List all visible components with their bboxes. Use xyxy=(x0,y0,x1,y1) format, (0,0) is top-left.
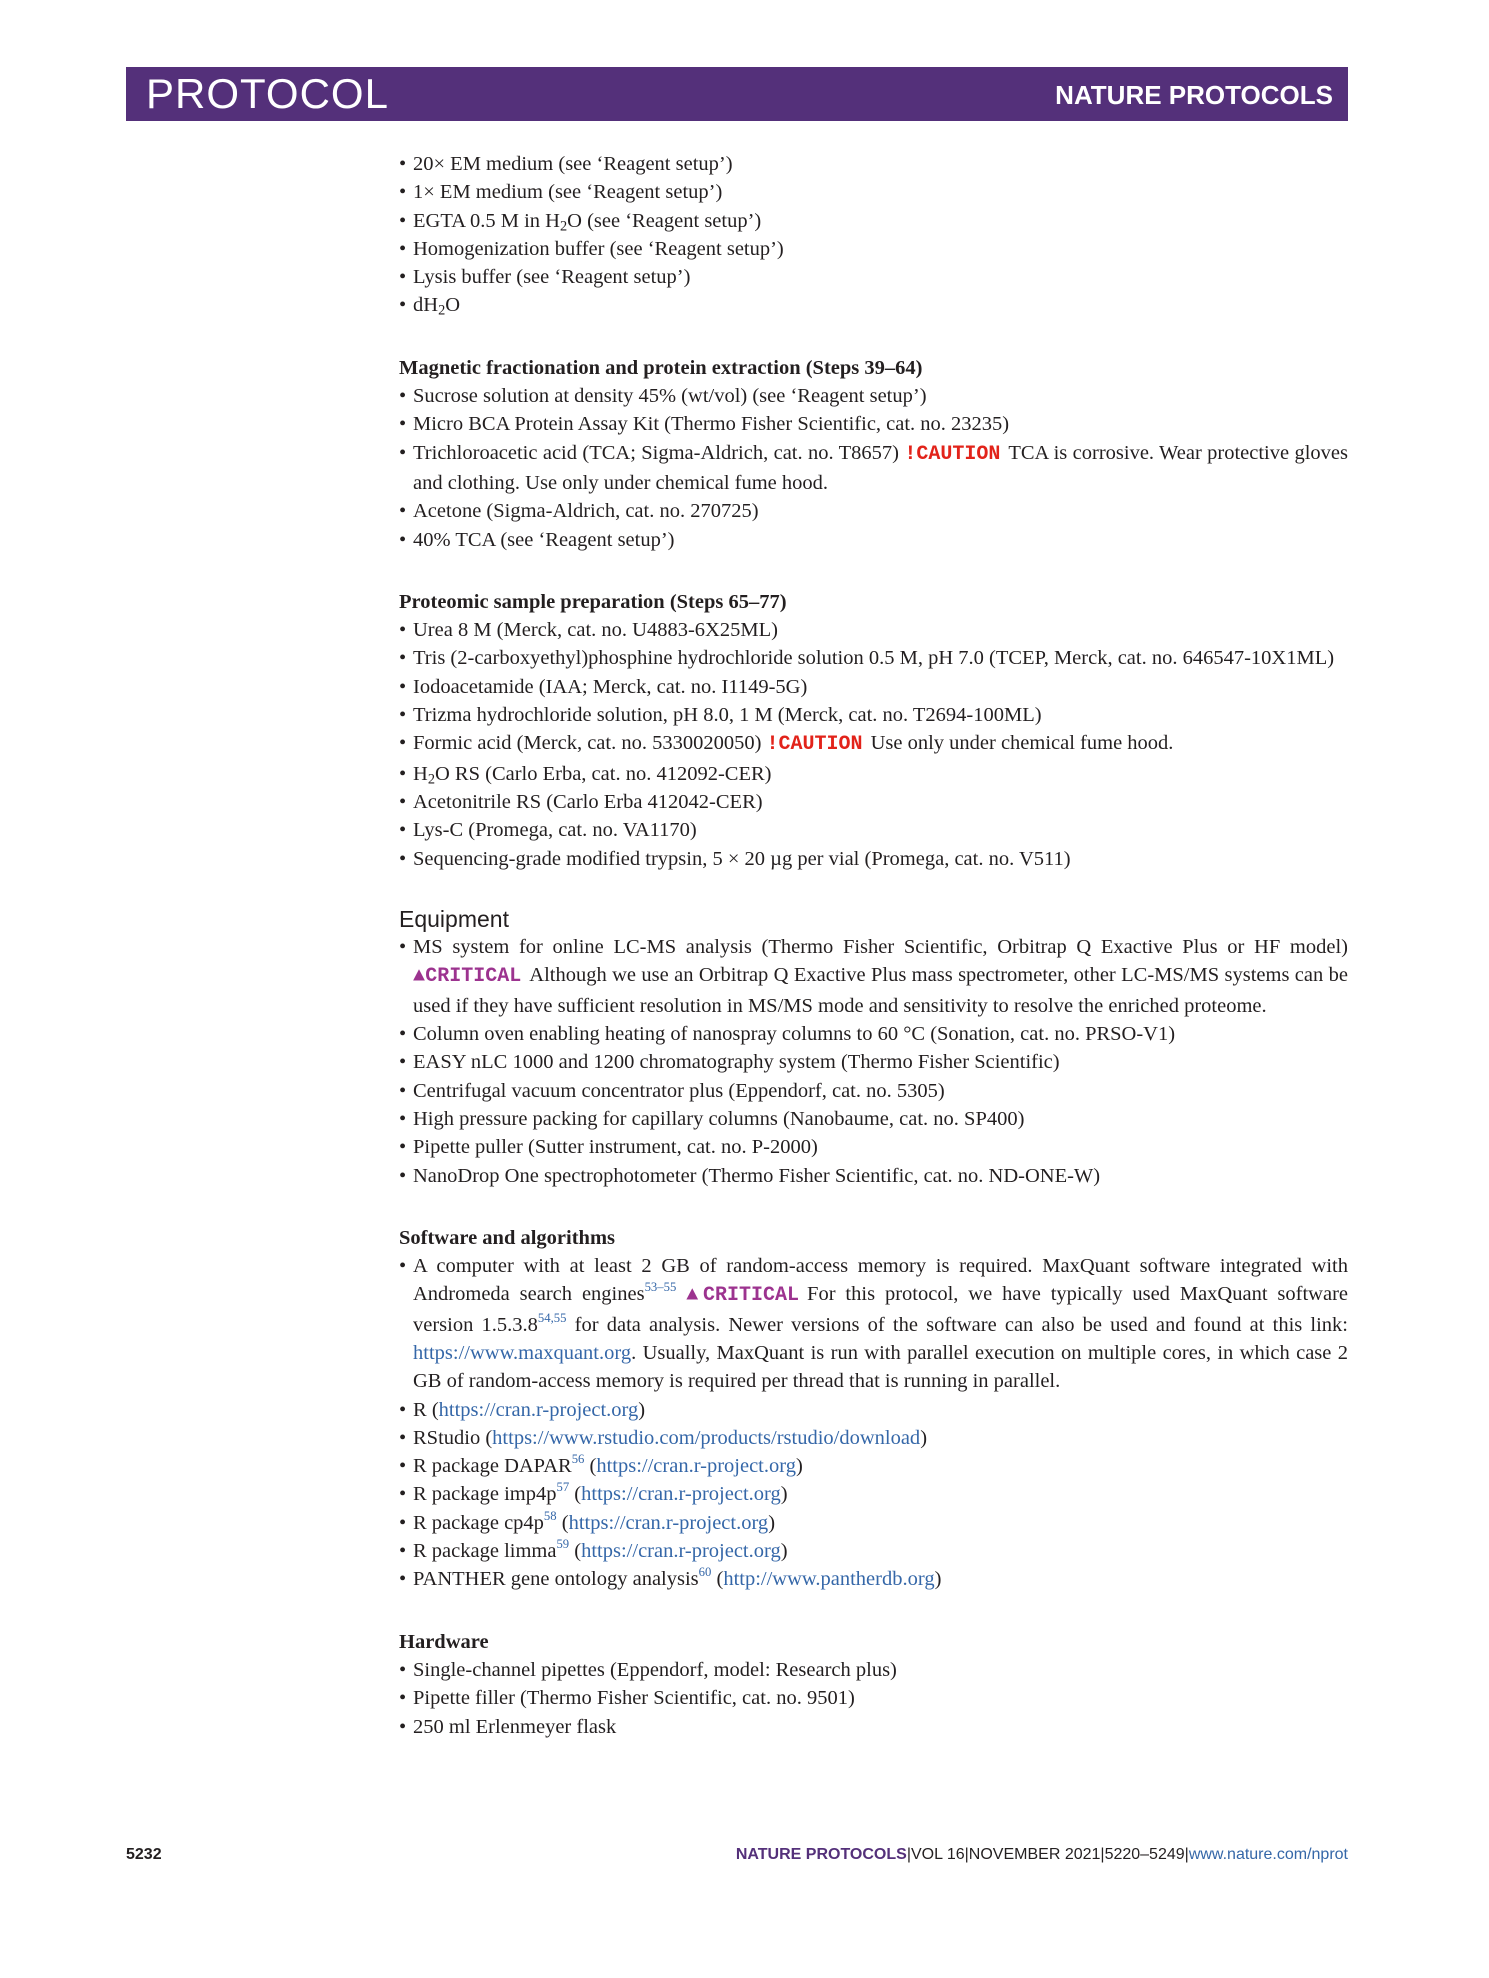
list-item: • 250 ml Erlenmeyer flask xyxy=(399,1713,1348,1741)
list-item: • RStudio (https://www.rstudio.com/products/rstudio/download) xyxy=(399,1424,1348,1452)
caution-label: !CAUTION xyxy=(904,442,1001,466)
section-heading-hardware: Hardware xyxy=(399,1630,489,1653)
caution-label: !CAUTION xyxy=(766,733,863,757)
list-item: • 40% TCA (see ‘Reagent setup’) xyxy=(399,526,1348,554)
list-item: • R package DAPAR$^{56}$ (https://cran.r-project.org) xyxy=(399,1452,1348,1480)
reference[interactable]: 54,55 xyxy=(537,1310,567,1325)
section-label: PROTOCOL xyxy=(146,70,389,117)
reference[interactable]: 60 xyxy=(698,1565,712,1580)
list-item: • Urea 8 M (Merck, cat. no. U4883-6X25ML) xyxy=(399,616,1348,644)
list-item: • Lysis buffer (see ‘Reagent setup’) xyxy=(399,263,1348,291)
journal-label: NATURE PROTOCOLS xyxy=(1055,80,1333,110)
section-heading-magnetic: Magnetic fractionation and protein extraction (Steps 39–64) xyxy=(399,356,923,379)
list-item: • A computer with at least 2 GB of random-access memory is required. MaxQuant software integrated with Andromeda search engines$^{53-55}$ ▲CRITICAL For this protocol, we have typically used MaxQuant software version 1.5.3.8$^{54,55}$ for data analysis. Newer versions of the software can also be used and found at this link: https://www.maxquant.org. Usually, MaxQuant is run with parallel execution on multiple cores, in which case 2 GB of random-access memory is required per thread that is running in parallel. xyxy=(399,1252,1348,1395)
list-item: • Acetone (Sigma-Aldrich, cat. no. 270725) xyxy=(399,497,1348,525)
list-item: • Homogenization buffer (see ‘Reagent setup’) xyxy=(399,235,1348,263)
list-item: • 20× EM medium (see ‘Reagent setup’) xyxy=(399,150,1348,178)
reagent-list-top xyxy=(399,150,1348,320)
list-item: • MS system for online LC-MS analysis (Thermo Fisher Scientific, Orbitrap Q Exactive Plus or HF model) ▲CRITICAL Although we use an Orbitrap Q Exactive Plus mass spectrometer, other LC-MS/MS systems can be used if they have sufficient resolution in MS/MS mode and sensitivity to resolve the enriched proteome. xyxy=(399,933,1348,1020)
list-item: • $dH_2O$ xyxy=(399,291,1348,319)
critical-label: ▲CRITICAL xyxy=(413,965,522,989)
software-list xyxy=(399,1252,1348,1594)
list-item: • EGTA 0.5 M in $H_2O$ (see ‘Reagent setup’) xyxy=(399,207,1348,235)
maxquant-link[interactable]: https://www.maxquant.org xyxy=(413,1341,632,1364)
list-item: • Acetonitrile RS (Carlo Erba 412042-CER) xyxy=(399,788,1348,816)
software-link[interactable]: https://cran.r-project.org xyxy=(596,1455,796,1478)
list-item: • PANTHER gene ontology analysis$^{60}$ (http://www.pantherdb.org) xyxy=(399,1565,1348,1593)
page-number: 5232 xyxy=(126,1846,162,1863)
reference[interactable]: 53–55 xyxy=(644,1280,677,1295)
list-item: • Tris (2-carboxyethyl)phosphine hydrochloride solution 0.5 M, pH 7.0 (TCEP, Merck, cat. no. 646547-10X1ML) xyxy=(399,644,1348,672)
footer-journal: NATURE PROTOCOLS xyxy=(735,1846,907,1863)
section-heading-proteomic: Proteomic sample preparation (Steps 65–77) xyxy=(399,590,787,613)
footer-date: NOVEMBER 2021 xyxy=(968,1846,1101,1863)
reference[interactable]: 57 xyxy=(556,1480,570,1495)
critical-label: ▲CRITICAL xyxy=(686,1284,800,1308)
software-link[interactable]: http://www.pantherdb.org xyxy=(723,1568,935,1591)
list-item: • R package $imp4p^{57}$ (https://cran.r-project.org) xyxy=(399,1480,1348,1508)
reference[interactable]: 59 xyxy=(556,1537,570,1552)
software-link[interactable]: https://cran.r-project.org xyxy=(581,1540,781,1563)
list-item: • $H_2O$ RS (Carlo Erba, cat. no. 412092-CER) xyxy=(399,760,1348,788)
list-item: • Pipette puller (Sutter instrument, cat. no. P-2000) xyxy=(399,1133,1348,1161)
list-item: • Single-channel pipettes (Eppendorf, model: Research plus) xyxy=(399,1656,1348,1684)
list-item: • Iodoacetamide (IAA; Merck, cat. no. I1149-5G) xyxy=(399,673,1348,701)
page-footer xyxy=(0,1843,1489,1867)
list-item: • Column oven enabling heating of nanospray columns to 60 °C (Sonation, cat. no. PRSO-V1) xyxy=(399,1020,1348,1048)
list-item: • Formic acid (Merck, cat. no. 5330020050) !CAUTION Use only under chemical fume hood. xyxy=(399,729,1348,759)
list-item: • Trizma hydrochloride solution, pH 8.0, 1 M (Merck, cat. no. T2694-100ML) xyxy=(399,701,1348,729)
footer-volume: VOL 16 xyxy=(910,1846,965,1863)
main-content xyxy=(399,150,1348,1741)
list-item: • EASY nLC 1000 and 1200 chromatography system (Thermo Fisher Scientific) xyxy=(399,1048,1348,1076)
list-item: • Micro BCA Protein Assay Kit (Thermo Fisher Scientific, cat. no. 23235) xyxy=(399,410,1348,438)
list-item: • High pressure packing for capillary columns (Nanobaume, cat. no. SP400) xyxy=(399,1105,1348,1133)
page-header xyxy=(126,67,1348,121)
equipment-list xyxy=(399,933,1348,1190)
list-item: • 1× EM medium (see ‘Reagent setup’) xyxy=(399,178,1348,206)
software-link[interactable]: https://www.rstudio.com/products/rstudio/download xyxy=(492,1426,921,1449)
footer-citation: NATURE PROTOCOLS|VOL 16|NOVEMBER 2021|5220–5249|www.nature.com/nprot xyxy=(735,1846,1348,1863)
list-item: • R (https://cran.r-project.org) xyxy=(399,1396,1348,1424)
list-item: • Sucrose solution at density 45% (wt/vol) (see ‘Reagent setup’) xyxy=(399,382,1348,410)
magnetic-list xyxy=(399,382,1348,554)
software-link[interactable]: https://cran.r-project.org xyxy=(581,1483,781,1506)
hardware-list xyxy=(399,1656,1348,1741)
reference[interactable]: 58 xyxy=(543,1508,557,1523)
list-item: • NanoDrop One spectrophotometer (Thermo Fisher Scientific, cat. no. ND-ONE-W) xyxy=(399,1162,1348,1190)
list-item: • Trichloroacetic acid (TCA; Sigma-Aldrich, cat. no. T8657) !CAUTION TCA is corrosive. Wear protective gloves and clothing. Use only under chemical fume hood. xyxy=(399,439,1348,498)
software-link[interactable]: https://cran.r-project.org xyxy=(568,1511,769,1534)
list-item: • Pipette filler (Thermo Fisher Scientific, cat. no. 9501) xyxy=(399,1684,1348,1712)
proteomic-list xyxy=(399,616,1348,873)
list-item: • Centrifugal vacuum concentrator plus (Eppendorf, cat. no. 5305) xyxy=(399,1077,1348,1105)
footer-url[interactable]: www.nature.com/nprot xyxy=(1188,1846,1348,1863)
section-heading-equipment: Equipment xyxy=(399,905,509,932)
list-item: • R package $cp4p^{58}$ (https://cran.r-project.org) xyxy=(399,1509,1348,1537)
footer-pages: 5220–5249 xyxy=(1104,1846,1185,1863)
list-item: • Lys-C (Promega, cat. no. VA1170) xyxy=(399,816,1348,844)
list-item: • Sequencing-grade modified trypsin, 5 × 20 µg per vial (Promega, cat. no. V511) xyxy=(399,845,1348,873)
list-item: • R package limma$^{59}$ (https://cran.r-project.org) xyxy=(399,1537,1348,1565)
software-link[interactable]: https://cran.r-project.org xyxy=(438,1398,639,1421)
section-heading-software: Software and algorithms xyxy=(399,1226,616,1249)
reference[interactable]: 56 xyxy=(571,1452,585,1467)
